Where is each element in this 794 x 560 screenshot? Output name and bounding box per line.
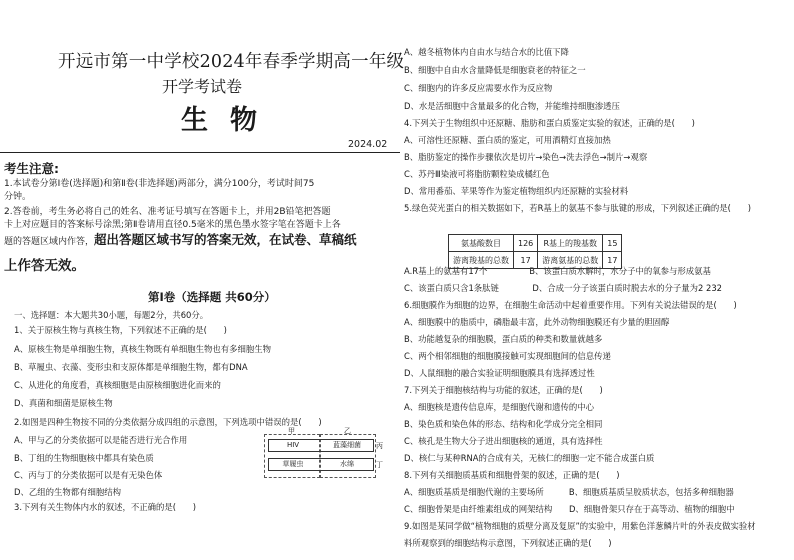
q4-option-a: A、可溶性还原糖、蛋白质的鉴定，可用酒精灯直接加热: [404, 135, 611, 145]
classification-diagram: [260, 426, 383, 478]
subject-title: 生物: [181, 105, 279, 136]
diagram-cell-cyanobacteria: 蓝藻细菌: [333, 441, 361, 449]
q7-stem: 7.下列关于细胞核结构与功能的叙述，正确的是( ): [404, 385, 603, 395]
q3-stem: 3.下列有关生物体内水的叙述，不正确的是( ): [14, 502, 197, 512]
q5-options-ab: A.R基上的氨基有17个 B、该蛋白质水解时，水分子中的氧参与形成氨基: [404, 266, 711, 276]
q1-stem: 1、关于原核生物与真核生物，下列叙述不正确的是( ): [14, 325, 227, 335]
table-cell: 氨基酸数目: [449, 235, 514, 252]
q1-option-b: B、草履虫、衣藻、变形虫和支原体都是单细胞生物，都有DNA: [14, 362, 248, 372]
q1-option-d: D、真菌和细菌是原核生物: [14, 398, 113, 408]
notice-item-2d: 上作答无效。: [4, 258, 85, 274]
q5-data-table: [448, 234, 622, 269]
q3-option-c: C、细胞内的许多反应需要水作为反应物: [404, 83, 553, 93]
table-cell: 15: [603, 235, 622, 252]
q6-option-b: B、功能越复杂的细胞膜，蛋白质的种类和数量就越多: [404, 334, 603, 344]
q1-option-c: C、从进化的角度看，真核细胞是由原核细胞进化而来的: [14, 380, 221, 390]
q1-option-a: A、原核生物是单细胞生物，真核生物既有单细胞生物也有多细胞生物: [14, 344, 271, 354]
q8-stem: 8.下列有关细胞质基质和细胞骨架的叙述，正确的是( ): [404, 470, 620, 480]
q4-stem: 4.下列关于生物组织中还原糖、脂肪和蛋白质鉴定实验的叙述，正确的是( ): [404, 118, 695, 128]
q3-option-d: D、水是活细胞中含量最多的化合物，并能维持细胞渗透压: [404, 101, 620, 111]
diagram-label-jia: 甲: [288, 427, 295, 435]
q6-option-c: C、两个相邻细胞的细胞膜接触可实现细胞间的信息传递: [404, 351, 611, 361]
diagram-cell-hiv: HIV: [286, 441, 300, 449]
q2-option-c: C、丙与丁的分类依据可以是有无染色体: [14, 470, 163, 480]
right-column: [400, 0, 794, 560]
q2-stem: 2.如图是四种生物按不同的分类依据分成四组的示意图，下列选项中错误的是( ): [14, 417, 322, 427]
table-row: [449, 252, 622, 269]
exam-title: 开远市第一中学校2024年春季学期高一年级: [58, 52, 405, 72]
q4-option-d: D、常用番茄、苹果等作为鉴定植物组织内还原糖的实验材料: [404, 186, 629, 196]
q5-options-cd: C、该蛋白质只含1条肽链 D、合成一分子该蛋白质时脱去水的分子量为2 232: [404, 283, 722, 293]
diagram-cell-spirogyra: 水绵: [340, 460, 354, 468]
part1-title: 第Ⅰ卷（选择题 共60分）: [148, 290, 276, 304]
q7-option-b: B、染色质和染色体的形态、结构和化学成分完全相同: [404, 419, 603, 429]
q2-option-d: D、乙组的生物都有细胞结构: [14, 487, 121, 497]
q3-option-a: A、越冬植物体内自由水与结合水的比值下降: [404, 47, 569, 57]
table-cell: 游离羧基的总数: [449, 252, 514, 269]
notice-heading: 考生注意:: [4, 161, 59, 176]
notice-item-2c-bold: 超出答题区域书写的答案无效，在试卷、草稿纸: [94, 232, 357, 247]
notice-item-2b: 卡上对应题目的答案标号涂黑;第Ⅱ卷请用直径0.5毫米的黑色墨水签字笔在答题卡上各: [4, 220, 341, 230]
exam-date: 2024.02: [348, 139, 388, 150]
table-cell: 游离氨基的总数: [538, 252, 603, 269]
part1-instruction: 一、选择题：本大题共30小题，每题2分，共60分。: [14, 310, 209, 320]
table-cell: 126: [514, 235, 538, 252]
q5-stem: 5.绿色荧光蛋白的相关数据如下，若R基上的氨基不参与肽键的形成，下列叙述正确的是( ): [404, 203, 751, 213]
q2-option-b: B、丁组的生物细胞核中都具有染色质: [14, 453, 154, 463]
notice-item-2: 2.答卷前，考生务必将自己的姓名、准考证号填写在答题卡上，并用2B铅笔把答题: [4, 207, 331, 217]
q7-option-d: D、核仁与某种RNA的合成有关，无核仁的细胞一定不能合成蛋白质: [404, 453, 655, 463]
table-row: [449, 235, 622, 252]
q9-stem-cont: 料所观察到的细胞结构示意图，下列叙述正确的是( ): [404, 538, 612, 548]
q6-stem: 6.细胞膜作为细胞的边界，在细胞生命活动中起着重要作用。下列有关说法错误的是( ): [404, 300, 737, 310]
header-divider: [0, 152, 400, 153]
exam-subtitle: 开学考试卷: [162, 77, 243, 96]
notice-item-1: 1.本试卷分第Ⅰ卷(选择题)和第Ⅱ卷(非选择题)两部分，满分100分，考试时间75: [4, 179, 315, 189]
q3-option-b: B、细胞中自由水含量降低是细胞衰老的特征之一: [404, 65, 586, 75]
q8-options-cd: C、细胞骨架是由纤维素组成的网架结构 D、细胞骨架只存在于高等动、植物的细胞中: [404, 504, 735, 514]
notice-item-1b: 分钟。: [4, 192, 32, 202]
diagram-label-bing: 丙: [376, 442, 383, 450]
q4-option-c: C、苏丹Ⅲ染液可将脂肪颗粒染成橘红色: [404, 169, 550, 179]
diagram-label-yi: 乙: [344, 427, 351, 435]
table-cell: 17: [603, 252, 622, 269]
q9-stem: 9.如图是某同学做“植物细胞的质壁分离及复原”的实验中，用紫色洋葱鳞片叶的外表皮做实验材: [404, 521, 756, 531]
notice-item-2c: [4, 233, 390, 249]
diagram-label-ding: 丁: [376, 461, 383, 469]
q2-option-a: A、甲与乙的分类依据可以是能否进行光合作用: [14, 435, 188, 445]
q6-option-d: D、人鼠细胞的融合实验证明细胞膜具有选择透过性: [404, 368, 595, 378]
notice-item-2c-normal: 题的答题区域内作答，: [4, 237, 95, 247]
diagram-cell-paramecium: 草履虫: [282, 460, 304, 468]
q7-option-a: A、细胞核是遗传信息库，是细胞代谢和遗传的中心: [404, 402, 594, 412]
q4-option-b: B、脂肪鉴定的操作步骤依次是切片→染色→洗去浮色→制片→观察: [404, 152, 648, 162]
q8-options-ab: A、细胞质基质是细胞代谢的主要场所 B、细胞质基质呈胶质状态，包括多种细胞器: [404, 487, 734, 497]
table-cell: R基上的羧基数: [538, 235, 603, 252]
q7-option-c: C、核孔是生物大分子进出细胞核的通道，具有选择性: [404, 436, 603, 446]
table-cell: 17: [514, 252, 538, 269]
q6-option-a: A、细胞膜中的脂质中，磷脂最丰富，此外动物细胞膜还有少量的胆固醇: [404, 317, 670, 327]
